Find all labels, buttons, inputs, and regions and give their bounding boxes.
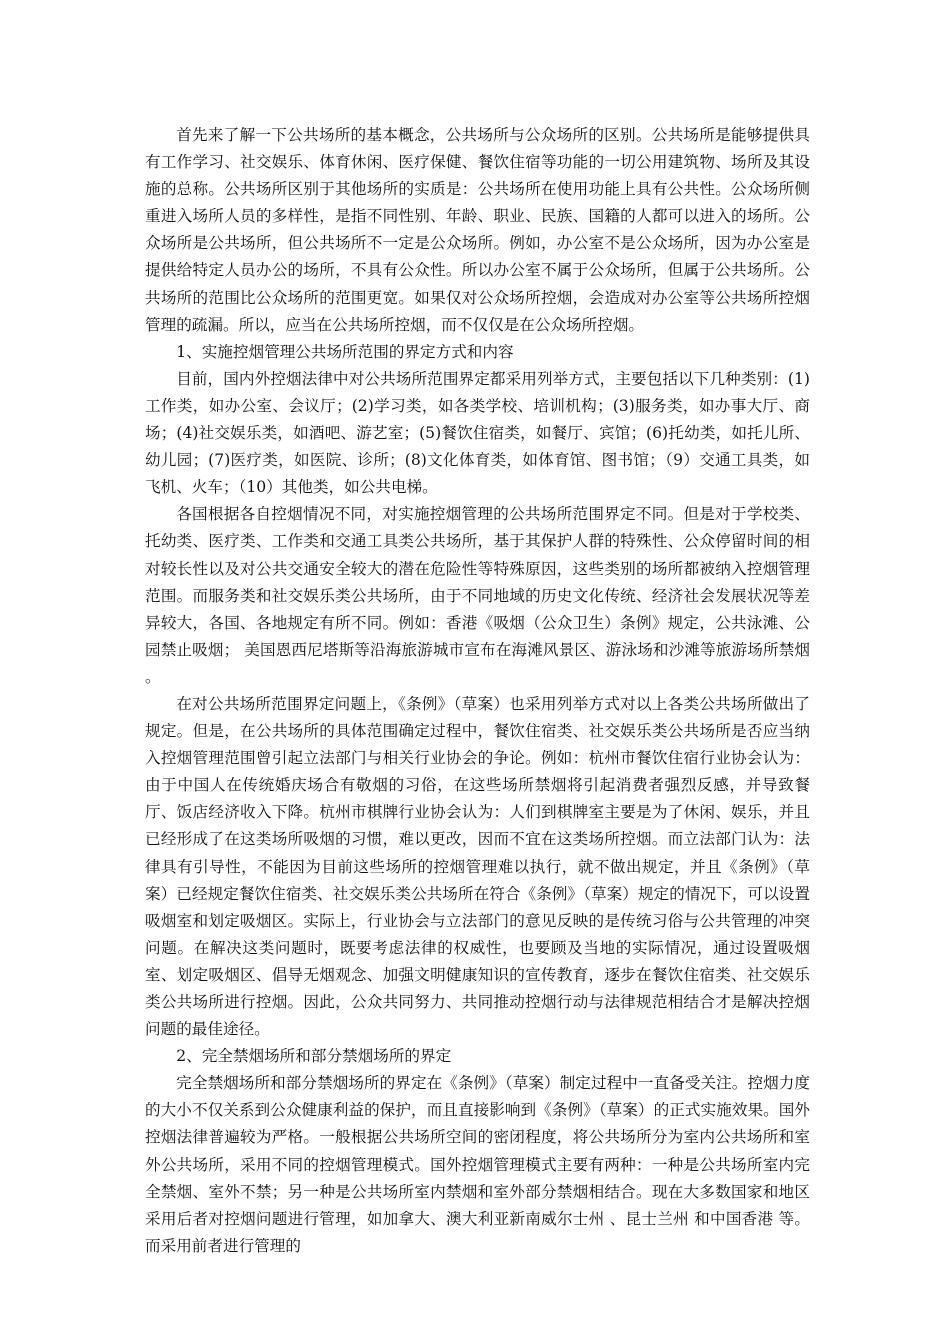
paragraph-smoke-free-definition: 完全禁烟场所和部分禁烟场所的界定在《条例》（草案）制定过程中一直备受关注。控烟力度的大小不仅关系到公众健康利益的保护，而且直接影响到《条例》（草案）的正式实施效果。国外控烟法律普遍较为严格。一般根据公共场所空间的密闭程度，将公共场所分为室内公共场所和室外公共场所，采用不同的控烟管理模式。国外控烟管理模式主要有两种：一种是公共场所室内完全禁烟、室外不禁；另一种是公共场所室内禁烟和室外部分禁烟相结合。现在大多数国家和地区采用后者对控烟问题进行管理，如加拿大、澳大利亚新南威尔士州 、昆士兰州 和中国香港 等。而采用前者进行管理的	[145, 1074, 810, 1255]
paragraph-categories: 目前，国内外控烟法律中对公共场所范围界定都采用列举方式，主要包括以下几种类别：(1)工作类，如办公室、会议厅；(2)学习类，如各类学校、培训机构；(3)服务类，如办事大厅、商场；(4)社交娱乐类，如酒吧、游艺室；(5)餐饮住宿类，如餐厅、宾馆；(6)托幼类，如托儿所、幼儿园；(7)医疗类，如医院、诊所；(8)文化体育类，如体育馆、图书馆；（9）交通工具类，如飞机、火车；（10）其他类，如公共电梯。	[145, 369, 810, 497]
section-heading-1: 1、实施控烟管理公共场所范围的界定方式和内容	[176, 342, 514, 361]
paragraph-country-differences: 各国根据各自控烟情况不同，对实施控烟管理的公共场所范围界定不同。但是对于学校类、托幼类、医疗类、工作类和交通工具类公共场所，基于其保护人群的特殊性、公众停留时间的相对较长性以及对公共交通安全较大的潜在危险性等特殊原因，这些类别的场所都被纳入控烟管理范围。而服务类和社交娱乐类公共场所，由于不同地域的历史文化传统、经济社会发展状况等差异较大，各国、各地规定有所不同。例如：香港《吸烟（公众卫生）条例》规定，公共泳滩、公园禁止吸烟； 美国恩西尼塔斯等沿海旅游城市宣布在海滩风景区、游泳场和沙滩等旅游场所禁烟 。	[145, 505, 810, 686]
document-body	[145, 122, 810, 1260]
paragraph-intro: 首先来了解一下公共场所的基本概念，公共场所与公众场所的区别。公共场所是能够提供具有工作学习、社交娱乐、体育休闲、医疗保健、餐饮住宿等功能的一切公用建筑物、场所及其设施的总称。公共场所区别于其他场所的实质是：公共场所在使用功能上具有公共性。公众场所侧重进入场所人员的多样性，是指不同性别、年龄、职业、民族、国籍的人都可以进入的场所。公众场所是公共场所，但公共场所不一定是公众场所。例如，办公室不是公众场所，因为办公室是提供给特定人员办公的场所，不具有公众性。所以办公室不属于公众场所，但属于公共场所。公共场所的范围比公众场所的范围更宽。如果仅对公众场所控烟，会造成对办公室等公共场所控烟管理的疏漏。所以，应当在公共场所控烟，而不仅仅是在公众场所控烟。	[145, 126, 810, 334]
paragraph-regulation-debate: 在对公共场所范围界定问题上，《条例》（草案）也采用列举方式对以上各类公共场所做出了规定。但是，在公共场所的具体范围确定过程中，餐饮住宿类、社交娱乐类公共场所是否应当纳入控烟管理范围曾引起立法部门与相关行业协会的争论。例如：杭州市餐饮住宿行业协会认为：由于中国人在传统婚庆场合有敬烟的习俗，在这些场所禁烟将引起消费者强烈反感，并导致餐厅、饭店经济收入下降。杭州市棋牌行业协会认为：人们到棋牌室主要是为了休闲、娱乐，并且已经形成了在这类场所吸烟的习惯，难以更改，因而不宜在这类场所控烟。而立法部门认为：法律具有引导性，不能因为目前这些场所的控烟管理难以执行，就不做出规定，并且《条例》（草案）已经规定餐饮住宿类、社交娱乐类公共场所在符合《条例》（草案）规定的情况下，可以设置吸烟室和划定吸烟区。实际上，行业协会与立法部门的意见反映的是传统习俗与公共管理的冲突问题。在解决这类问题时，既要考虑法律的权威性，也要顾及当地的实际情况，通过设置吸烟室、划定吸烟区、倡导无烟观念、加强文明健康知识的宣传教育，逐步在餐饮住宿类、社交娱乐类公共场所进行控烟。因此，公众共同努力、共同推动控烟行动与法律规范相结合才是解决控烟问题的最佳途径。	[145, 694, 810, 1039]
section-heading-2: 2、完全禁烟场所和部分禁烟场所的界定	[176, 1047, 452, 1066]
